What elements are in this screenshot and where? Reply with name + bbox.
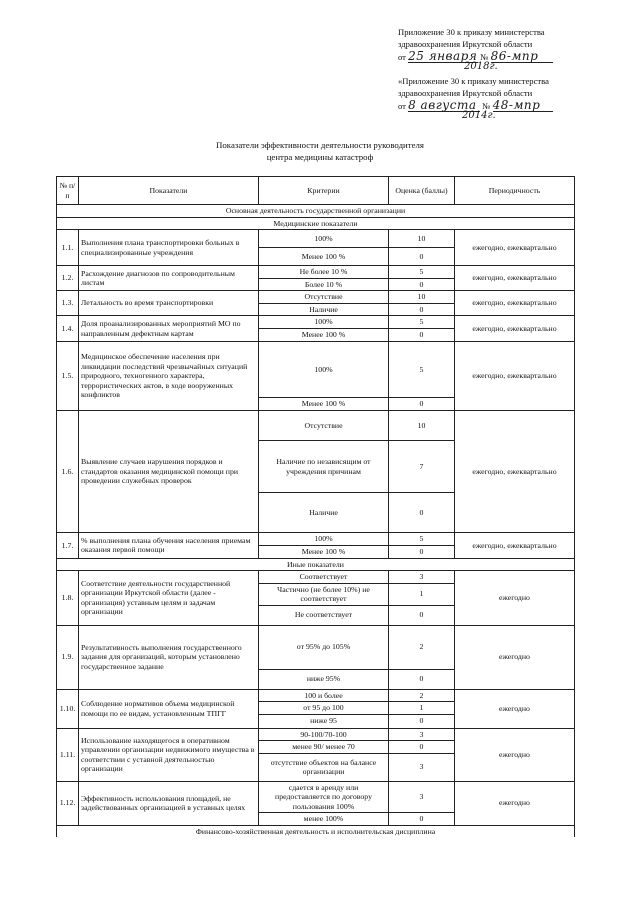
criterion-text: Отсутствие (259, 411, 389, 441)
table-row (57, 781, 575, 813)
row-number: 1.11. (57, 728, 79, 781)
row-number: 1.6. (57, 411, 79, 533)
handwritten-number: 86-мпр (491, 50, 553, 63)
score-value: 5 (389, 266, 455, 279)
score-value: 7 (389, 441, 455, 493)
handwritten-number: 48-мпр (493, 99, 553, 112)
table-row (57, 342, 575, 398)
appendix-line-1: Приложение 30 к приказу министерства (398, 27, 545, 37)
document-title (0, 139, 640, 163)
criterion-text: менее 100% (259, 813, 389, 826)
header-num: № п/п (57, 177, 79, 205)
score-value: 10 (389, 230, 455, 248)
score-value: 5 (389, 342, 455, 398)
criterion-text: 100 и более (259, 689, 389, 702)
criterion-text: 90-100/70-100 (259, 728, 389, 741)
title-line-2: центра медицины катастроф (266, 152, 374, 162)
table-header-row (57, 177, 575, 205)
appendix-date-line: от 25 января № 86-мпр (398, 50, 598, 63)
criterion-text: от 95% до 105% (259, 625, 389, 669)
period-text: ежегодно, ежеквартально (455, 266, 575, 291)
indicators-table (56, 176, 575, 837)
criterion-text: Не соответствует (259, 605, 389, 625)
period-text: ежегодно, ежеквартально (455, 411, 575, 533)
criterion-text: менее 90/ менее 70 (259, 741, 389, 754)
score-value: 10 (389, 411, 455, 441)
table-row (57, 533, 575, 546)
row-number: 1.10. (57, 689, 79, 728)
period-text: ежегодно, ежеквартально (455, 291, 575, 316)
row-number: 1.9. (57, 625, 79, 689)
indicator-text: % выполнения плана обучения населения приемам оказания первой помощи (79, 533, 259, 559)
handwritten-date: 25 января (408, 49, 478, 63)
score-value: 0 (389, 546, 455, 559)
indicator-text: Результативность выполнения государственного задания для организаций, которым установлено государственное задание (79, 625, 259, 689)
table-row (57, 625, 575, 669)
indicator-text: Соблюдение нормативов объема медицинской помощи по ее видам, установленным ТПГГ (79, 689, 259, 728)
criterion-text: 100% (259, 230, 389, 248)
criterion-text: Соответствует (259, 571, 389, 584)
score-value: 5 (389, 316, 455, 329)
score-value: 0 (389, 605, 455, 625)
handwritten-date: 8 августа (408, 99, 480, 112)
row-number: 1.7. (57, 533, 79, 559)
score-value: 3 (389, 728, 455, 741)
row-number: 1.1. (57, 230, 79, 266)
table-row (57, 411, 575, 441)
section-row-finance (57, 825, 575, 837)
criterion-text: Менее 100 % (259, 248, 389, 266)
appendix-block-current (398, 26, 598, 63)
table-row (57, 266, 575, 279)
indicator-text: Эффективность использования площадей, не задействованных организацией в уставных целях (79, 781, 259, 825)
indicator-text: Расхождение диагнозов по сопроводительным листам (79, 266, 259, 291)
criterion-text: 100% (259, 533, 389, 546)
table-row (57, 571, 575, 584)
criterion-text: Отсутствие (259, 291, 389, 304)
table-row (57, 291, 575, 304)
appendix-line-1: «Приложение 30 к приказу министерства (398, 76, 549, 86)
period-text: ежегодно (455, 625, 575, 689)
criterion-text: Частично (не более 10%) не соответствует (259, 583, 389, 605)
period-text: ежегодно, ежеквартально (455, 230, 575, 266)
indicator-text: Выявление случаев нарушения порядков и стандартов оказания медицинской помощи при проведении служебных проверок (79, 411, 259, 533)
section-title: Медицинские показатели (57, 217, 575, 230)
appendix-line-2: здравоохранения Иркутской области (398, 39, 533, 49)
score-value: 0 (389, 278, 455, 291)
score-value: 5 (389, 533, 455, 546)
section-title: Основная деятельность государственной организации (57, 205, 575, 218)
criterion-text: отсутствие объектов на балансе организации (259, 753, 389, 781)
appendix-line-2: здравоохранения Иркутской области (398, 88, 533, 98)
row-number: 1.8. (57, 571, 79, 626)
score-value: 0 (389, 398, 455, 411)
criterion-text: Менее 100 % (259, 329, 389, 342)
score-value: 0 (389, 493, 455, 533)
section-row-other (57, 558, 575, 571)
score-value: 10 (389, 291, 455, 304)
table-row (57, 689, 575, 702)
score-value: 1 (389, 702, 455, 715)
indicator-text: Летальность во время транспортировки (79, 291, 259, 316)
row-number: 1.12. (57, 781, 79, 825)
criterion-text: Менее 100 % (259, 398, 389, 411)
header-period: Периодичность (455, 177, 575, 205)
row-number: 1.5. (57, 342, 79, 411)
header-score: Оценка (баллы) (389, 177, 455, 205)
score-value: 0 (389, 329, 455, 342)
criterion-text: 100% (259, 342, 389, 398)
indicator-text: Выполнения плана транспортировки больных в специализированные учреждения (79, 230, 259, 266)
score-value: 3 (389, 571, 455, 584)
criterion-text: ниже 95 (259, 714, 389, 728)
indicator-text: Медицинское обеспечение населения при ликвидации последствий чрезвычайных ситуаций природного, техногенного характера, террористических актов, в ходе вооруженных конфликтов (79, 342, 259, 411)
section-title: Финансово-хозяйственная деятельность и исполнительская дисциплина (57, 825, 575, 837)
score-value: 2 (389, 689, 455, 702)
row-number: 1.3. (57, 291, 79, 316)
row-number: 1.2. (57, 266, 79, 291)
header-criteria: Критерии (259, 177, 389, 205)
handwritten-year: 2018г. (464, 61, 498, 72)
row-number: 1.4. (57, 316, 79, 342)
appendix-date-line: от 8 августа № 48-мпр (398, 99, 598, 112)
score-value: 2 (389, 625, 455, 669)
score-value: 3 (389, 753, 455, 781)
criterion-text: ниже 95% (259, 669, 389, 689)
criterion-text: от 95 до 100 (259, 702, 389, 715)
section-title: Иные показатели (57, 558, 575, 571)
score-value: 3 (389, 781, 455, 813)
indicator-text: Соответствие деятельности государственной организации Иркутской области (далее - организация) уставным целям и задачам организации (79, 571, 259, 626)
handwritten-year: 2014г. (462, 110, 496, 121)
criterion-text: Наличие (259, 303, 389, 316)
score-value: 0 (389, 303, 455, 316)
score-value: 0 (389, 813, 455, 826)
criterion-text: 100% (259, 316, 389, 329)
section-row-main (57, 205, 575, 218)
criterion-text: Не более 10 % (259, 266, 389, 279)
score-value: 0 (389, 248, 455, 266)
indicators-table-body (57, 177, 575, 838)
score-value: 0 (389, 669, 455, 689)
header-indicator: Показатели (79, 177, 259, 205)
table-row (57, 728, 575, 741)
section-row-medical (57, 217, 575, 230)
appendix-block-original (398, 75, 598, 112)
period-text: ежегодно (455, 781, 575, 825)
table-row (57, 230, 575, 248)
criterion-text: сдается в аренду или предоставляется по договору пользования 100% (259, 781, 389, 813)
title-line-1: Показатели эффективности деятельности руководителя (216, 140, 424, 150)
criterion-text: Более 10 % (259, 278, 389, 291)
table-row (57, 316, 575, 329)
period-text: ежегодно, ежеквартально (455, 533, 575, 559)
period-text: ежегодно, ежеквартально (455, 342, 575, 411)
criterion-text: Наличие по независящим от учреждения причинам (259, 441, 389, 493)
period-text: ежегодно (455, 728, 575, 781)
score-value: 0 (389, 741, 455, 754)
indicator-text: Использование находящегося в оперативном управлении организации недвижимого имущества в соответствии с уставной деятельностью организации (79, 728, 259, 781)
period-text: ежегодно (455, 571, 575, 626)
score-value: 1 (389, 583, 455, 605)
criterion-text: Наличие (259, 493, 389, 533)
criterion-text: Менее 100 % (259, 546, 389, 559)
score-value: 0 (389, 714, 455, 728)
period-text: ежегодно, ежеквартально (455, 316, 575, 342)
period-text: ежегодно (455, 689, 575, 728)
indicator-text: Доля проанализированных мероприятий МО по направленным дефектным картам (79, 316, 259, 342)
